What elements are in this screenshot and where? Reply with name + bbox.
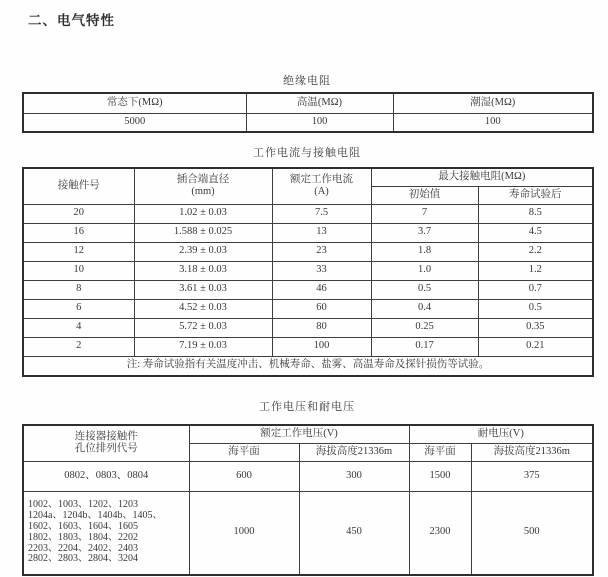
header-cell-withstand-voltage: 耐电压(V) xyxy=(409,425,593,443)
insulation-table-title: 绝缘电阻 xyxy=(283,75,331,87)
table-row xyxy=(23,461,593,491)
value-cell: 0.5 xyxy=(478,299,593,318)
current-table xyxy=(22,167,594,377)
header-cell: 高温(MΩ) xyxy=(246,93,393,113)
value-cell: 3.61 ± 0.03 xyxy=(134,280,272,299)
header-cell-altitude: 海拔高度21336m xyxy=(299,443,409,461)
value-cell: 1500 xyxy=(409,461,471,491)
value-cell: 0.25 xyxy=(371,318,478,337)
table-row xyxy=(23,204,593,223)
header-cell-sea-level: 海平面 xyxy=(409,443,471,461)
value-cell: 0.35 xyxy=(478,318,593,337)
codes-line: 1602、1603、1604、1605 xyxy=(28,520,138,532)
value-cell: 6 xyxy=(23,299,134,318)
value-cell: 0.7 xyxy=(478,280,593,299)
header-cell: 潮湿(MΩ) xyxy=(393,93,593,113)
value-cell: 1.588 ± 0.025 xyxy=(134,223,272,242)
header-cell-sea-level: 海平面 xyxy=(189,443,299,461)
value-cell: 7.5 xyxy=(272,204,371,223)
table-row xyxy=(23,113,593,132)
codes-line: 1002、1003、1202、1203 xyxy=(28,499,138,511)
header-line: 插合端直径 xyxy=(176,174,230,186)
value-cell: 20 xyxy=(23,204,134,223)
header-cell-max-resistance: 最大接触电阻(MΩ) xyxy=(371,168,593,186)
table-row xyxy=(23,261,593,280)
table-header-row xyxy=(23,425,593,443)
value-cell: 3.18 ± 0.03 xyxy=(134,261,272,280)
voltage-table-title: 工作电压和耐电压 xyxy=(259,401,355,413)
value-cell: 3.7 xyxy=(371,223,478,242)
header-cell-rated-voltage: 额定工作电压(V) xyxy=(189,425,409,443)
table-header-row xyxy=(23,168,593,186)
header-line: 孔位排列代号 xyxy=(74,443,138,455)
codes-line: 2203、2204、2402、2403 xyxy=(28,542,138,554)
insulation-table xyxy=(22,92,594,133)
value-cell: 60 xyxy=(272,299,371,318)
page-title: 二、电气特性 xyxy=(28,13,115,28)
header-line: (A) xyxy=(314,186,329,198)
header-cell-diameter xyxy=(134,168,272,204)
header-cell-contact-no: 接触件号 xyxy=(23,168,134,204)
value-cell: 13 xyxy=(272,223,371,242)
table-row xyxy=(23,299,593,318)
value-cell: 23 xyxy=(272,242,371,261)
table-row xyxy=(23,491,593,575)
value-cell: 300 xyxy=(299,461,409,491)
value-cell: 10 xyxy=(23,261,134,280)
codes-cell: 0802、0803、0804 xyxy=(23,461,189,491)
note-cell: 注: 寿命试验指有关温度冲击、机械寿命、盐雾、高温寿命及探针损伤等试验。 xyxy=(23,356,593,376)
header-line: 连接器接触件 xyxy=(74,431,138,443)
value-cell: 450 xyxy=(299,491,409,575)
value-cell: 2300 xyxy=(409,491,471,575)
value-cell: 5.72 ± 0.03 xyxy=(134,318,272,337)
table-note-row xyxy=(23,356,593,376)
header-cell-initial: 初始值 xyxy=(371,186,478,204)
value-cell: 7 xyxy=(371,204,478,223)
header-cell-rated-current xyxy=(272,168,371,204)
table-header-row xyxy=(23,93,593,113)
value-cell: 0.17 xyxy=(371,337,478,356)
codes-line: 2802、2803、2804、3204 xyxy=(28,553,138,565)
header-line: (mm) xyxy=(191,186,215,198)
codes-cell xyxy=(23,491,189,575)
header-cell-altitude: 海拔高度21336m xyxy=(471,443,593,461)
value-cell: 500 xyxy=(471,491,593,575)
value-cell: 0.4 xyxy=(371,299,478,318)
value-cell: 4.52 ± 0.03 xyxy=(134,299,272,318)
current-table-title: 工作电流与接触电阻 xyxy=(253,147,361,159)
value-cell: 7.19 ± 0.03 xyxy=(134,337,272,356)
value-cell: 1.02 ± 0.03 xyxy=(134,204,272,223)
value-cell: 46 xyxy=(272,280,371,299)
header-cell: 常态下(MΩ) xyxy=(23,93,246,113)
header-line: 额定工作电流 xyxy=(290,174,353,186)
value-cell: 2.39 ± 0.03 xyxy=(134,242,272,261)
table-row xyxy=(23,318,593,337)
value-cell: 1.0 xyxy=(371,261,478,280)
value-cell: 100 xyxy=(272,337,371,356)
value-cell: 1.8 xyxy=(371,242,478,261)
codes-line: 1802、1803、1804、2202 xyxy=(28,531,138,543)
value-cell: 80 xyxy=(272,318,371,337)
value-cell: 8.5 xyxy=(478,204,593,223)
header-cell-codes xyxy=(23,425,189,461)
value-cell: 4.5 xyxy=(478,223,593,242)
value-cell: 600 xyxy=(189,461,299,491)
table-row xyxy=(23,280,593,299)
value-cell: 8 xyxy=(23,280,134,299)
value-cell: 2 xyxy=(23,337,134,356)
value-cell: 100 xyxy=(246,113,393,132)
value-cell: 2.2 xyxy=(478,242,593,261)
value-cell: 0.21 xyxy=(478,337,593,356)
value-cell: 16 xyxy=(23,223,134,242)
value-cell: 4 xyxy=(23,318,134,337)
value-cell: 1.2 xyxy=(478,261,593,280)
table-row xyxy=(23,242,593,261)
value-cell: 100 xyxy=(393,113,593,132)
header-cell-after-life: 寿命试验后 xyxy=(478,186,593,204)
codes-line: 1204a、1204b、1404b、1405、 xyxy=(28,510,163,522)
table-row xyxy=(23,337,593,356)
value-cell: 33 xyxy=(272,261,371,280)
voltage-table xyxy=(22,424,594,576)
value-cell: 12 xyxy=(23,242,134,261)
table-row xyxy=(23,223,593,242)
value-cell: 5000 xyxy=(23,113,246,132)
value-cell: 375 xyxy=(471,461,593,491)
value-cell: 1000 xyxy=(189,491,299,575)
value-cell: 0.5 xyxy=(371,280,478,299)
